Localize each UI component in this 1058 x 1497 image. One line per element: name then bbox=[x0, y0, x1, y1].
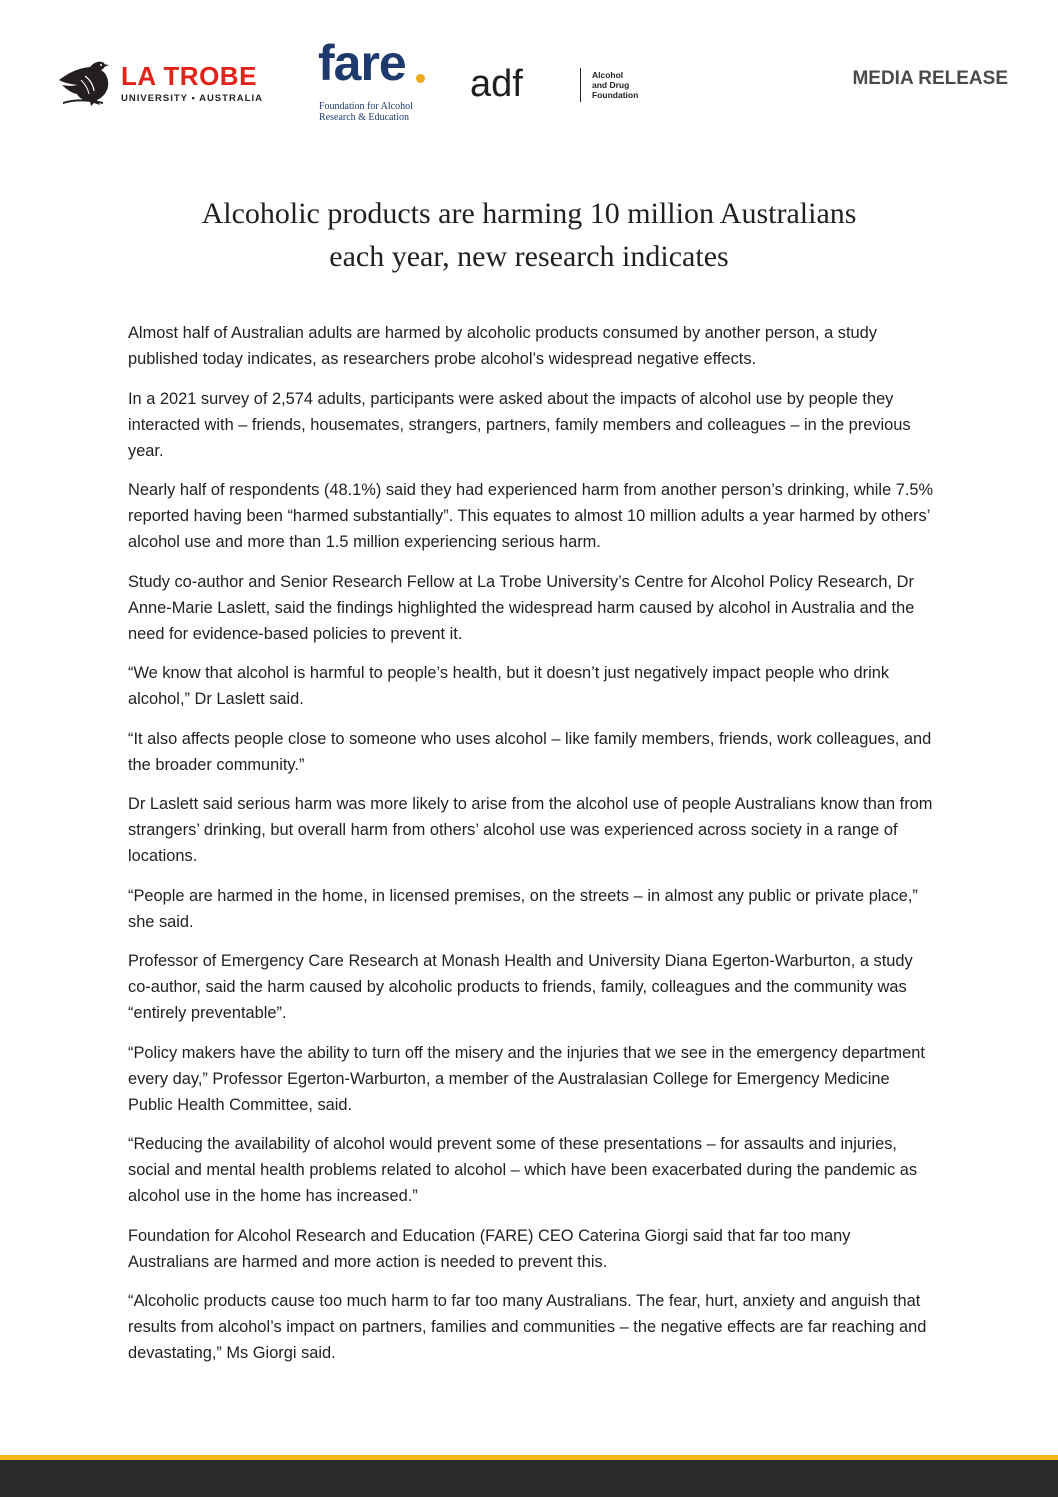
title-line: Alcoholic products are harming 10 million Australians bbox=[201, 197, 857, 230]
paragraph: “Reducing the availability of alcohol would prevent some of these presentations – for assaults and injuries, social and mental health problems related to alcohol – which have been exacerbated during the pandemic as alcohol use in the home has increased.” bbox=[128, 1135, 918, 1205]
fare-subtitle-line: Research & Education bbox=[319, 112, 409, 123]
page-header bbox=[0, 0, 1058, 140]
paragraph: “It also affects people close to someone who uses alcohol – like family members, friends, work colleagues, and the broader community.” bbox=[128, 729, 932, 774]
fare-logo bbox=[318, 35, 448, 128]
fare-subtitle bbox=[319, 101, 413, 123]
adf-divider bbox=[580, 68, 581, 102]
paragraph: “Policy makers have the ability to turn off the misery and the injuries that we see in the emergency department every day,” Professor Egerton-Warburton, a member of the Australasian College for Emergency Medicine Public Health Committee, said. bbox=[128, 1043, 925, 1114]
paragraph: “People are harmed in the home, in licensed premises, on the streets – in almost any public or private place,” she said. bbox=[128, 886, 918, 931]
adf-logo bbox=[470, 63, 660, 106]
adf-subtitle bbox=[592, 70, 638, 100]
paragraph: Study co-author and Senior Research Fellow at La Trobe University’s Centre for Alcohol Policy Research, Dr Anne-Marie Laslett, said the findings highlighted the widespread harm caused by alcohol in Australia and the need for evidence-based policies to prevent it. bbox=[128, 572, 915, 643]
adf-wordmark: adf bbox=[470, 63, 523, 105]
fare-dot-icon bbox=[416, 74, 425, 83]
footer-band bbox=[0, 1460, 1058, 1497]
paragraph: Professor of Emergency Care Research at Monash Health and University Diana Egerton-Warburton, a study co-author, said the harm caused by alcoholic products to friends, family, colleagues and the community was “entirely preventable”. bbox=[128, 952, 913, 1022]
title-line: each year, new research indicates bbox=[329, 240, 729, 273]
media-release-label: MEDIA RELEASE bbox=[852, 68, 1008, 89]
adf-subtitle-line: and Drug bbox=[592, 80, 630, 90]
paragraph: Nearly half of respondents (48.1%) said they had experienced harm from another person’s drinking, while 7.5% reported having been “harmed substantially”. This equates to almost 10 million adults a year harmed by others’ alcohol use and more than 1.5 million experiencing serious harm. bbox=[128, 481, 934, 551]
latrobe-eagle-logo-icon bbox=[57, 58, 119, 108]
page-title bbox=[128, 192, 930, 278]
paragraph: In a 2021 survey of 2,574 adults, participants were asked about the impacts of alcohol use by people they interacted with – friends, housemates, strangers, partners, family members and colleagues – in the previous year. bbox=[128, 389, 911, 460]
paragraph: “We know that alcohol is harmful to people’s health, but it doesn’t just negatively impact people who drink alcohol,” Dr Laslett said. bbox=[128, 664, 890, 708]
latrobe-subtitle: UNIVERSITY • AUSTRALIA bbox=[121, 93, 263, 104]
paragraph: Almost half of Australian adults are harmed by alcoholic products consumed by another person, a study published today indicates, as researchers probe alcohol’s widespread negative effects. bbox=[128, 324, 877, 368]
paragraph: Foundation for Alcohol Research and Education (FARE) CEO Caterina Giorgi said that far too many Australians are harmed and more action is needed to prevent this. bbox=[128, 1226, 851, 1271]
latrobe-logo bbox=[57, 58, 277, 110]
adf-subtitle-line: Foundation bbox=[592, 90, 639, 100]
article-body bbox=[128, 320, 934, 1380]
fare-wordmark: fare bbox=[318, 35, 406, 91]
adf-subtitle-line: Alcohol bbox=[592, 70, 624, 80]
paragraph: “Alcoholic products cause too much harm to far too many Australians. The fear, hurt, anxiety and anguish that results from alcohol’s impact on partners, families and communities – the negative effects are far reaching and devastating,” Ms Giorgi said. bbox=[128, 1292, 927, 1362]
fare-subtitle-line: Foundation for Alcohol bbox=[319, 101, 413, 112]
latrobe-name: LA TROBE bbox=[121, 61, 257, 91]
paragraph: Dr Laslett said serious harm was more likely to arise from the alcohol use of people Australians know than from strangers’ drinking, but overall harm from others’ alcohol use was experienced across society in a range of locations. bbox=[128, 795, 933, 865]
